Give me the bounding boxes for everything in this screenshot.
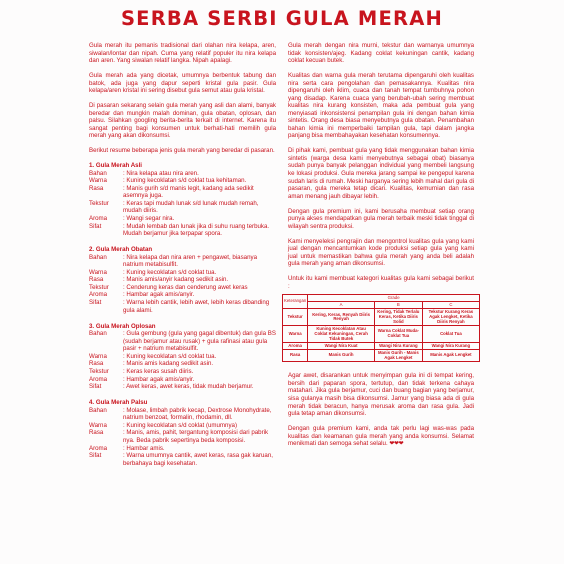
property-value: : Kuning kecoklatan s/d coklat tua.	[123, 268, 217, 276]
table-cell: Warna Coklat Muda-Coklat Tua	[374, 326, 422, 343]
table-row	[283, 350, 480, 362]
property-key: Tekstur	[89, 367, 109, 375]
property-key: Rasa	[89, 429, 104, 437]
property-key: Tekstur	[89, 199, 109, 207]
property-value: : Manis, amis, pahit, tergantung komposisi dari pabrik nya. Beda pabrik sepertinya beda komposisi.	[123, 429, 269, 444]
row-label: Aroma	[283, 343, 308, 350]
left-column	[89, 42, 276, 476]
intro-paragraph: Di pasaran sekarang selain gula merah yang asli dan alami, banyak beredar dan mungkin malah dominan, gula obatan, oplosan, dan palsu. Silahkan googling berita-berita terkait di internet. Karena itu sangat penting bagi konsumen untuk berhati-hati memilih gula merah yang akan dikonsumsi.	[89, 102, 276, 140]
table-cell: Manis Gurih	[308, 350, 375, 362]
body-paragraph: Di pihak kami, pembuat gula yang tidak menggunakan bahan kimia sintetis (warga desa kami menyebutnya sebagai obat) biasanya sudah punya banyak pelanggan individual yang membeli langsung ke lokasi produksi. Gula mereka jarang sampai ke pengepul karena sudah laris di rumah. Meski harganya sering lebih mahal dari gula di pasaran, gula mereka tetap dicari. Kualitas, kemurnian dan rasa aman menang jauh dibayar lebih.	[288, 147, 474, 200]
right-column	[284, 42, 474, 455]
heart-icon: ❤❤❤	[389, 440, 404, 448]
section-title: 1. Gula Merah Asli	[89, 162, 143, 170]
property-value: : Molase, limbah pabrik kecap, Dextrose Monohydrate, natrium benzoat, formalin, rhodamin, dll.	[123, 406, 272, 422]
property-value: : Hambar agak amis/anyir.	[123, 291, 195, 299]
property-value: : Mudah lembab dan lunak jika di suhu ruang terbuka. Mudah berjamur jika terpapar spora.	[123, 222, 270, 238]
body-paragraph: Untuk itu kami membuat kategori kualitas gula kami sebagai berikut :	[288, 275, 474, 290]
property-row	[89, 269, 276, 277]
property-row	[89, 177, 276, 185]
property-value: : Manis amis kadang sedikit asin.	[123, 360, 214, 368]
table-row	[283, 309, 480, 326]
sugar-type-section	[89, 246, 276, 314]
property-row	[89, 383, 276, 391]
property-row	[89, 284, 276, 292]
property-value: : Keras keras susah diiris.	[123, 367, 194, 375]
property-value: : Nira kelapa dan nira aren + pengawet, biasanya natrium metabisulfit.	[123, 253, 257, 269]
property-row	[89, 353, 276, 361]
sugar-type-section	[89, 162, 276, 237]
sugar-type-section	[89, 399, 276, 467]
property-row	[89, 360, 276, 368]
intro-paragraph: Berikut resume beberapa jenis gula merah yang beredar di pasaran.	[89, 147, 275, 155]
property-row	[89, 445, 276, 453]
table-cell: Wangi Nira Kurang	[422, 343, 479, 350]
grade-b-header: B	[374, 302, 422, 309]
closing-paragraph	[288, 425, 474, 448]
property-value: : Manis gurih s/d manis legit, kadang ada sedikit asemnya juga.	[123, 184, 254, 200]
property-key: Warna	[89, 177, 107, 185]
table-cell: Wangi Nira Kuat	[308, 343, 375, 350]
table-cell: Wangi Nira Kurang	[374, 343, 422, 350]
table-header-keterangan: Keterangan	[283, 295, 308, 309]
property-key: Warna	[89, 268, 107, 276]
row-label: Warna	[283, 326, 308, 343]
property-row	[89, 223, 276, 238]
table-row	[283, 343, 480, 350]
table-row	[283, 326, 480, 343]
property-row	[89, 215, 276, 223]
body-paragraph: Kualitas dan warna gula merah terutama dipengaruhi oleh kualitas nira serta cara pengolahan dan pemasakannya. Kualitas nira dipengaruhi oleh iklim, cuaca dan tanah tempat tumbuhnya pohon yang disadap. Karena cuaca yang berubah-ubah sering membuat kualitas nira kurang konsisten, maka ada pembuat gula yang menyiasati inkonsistensi penampilan gula ini dengan bahan kimia sintetis. Orang desa biasa menyebutnya gula obatan. Penambahan bahan kimia ini memperbaiki tampilan gula, tapi dalam jangka panjang bisa membahayakan kesehatan konsumennya.	[288, 72, 474, 140]
property-value: : Kuning kecoklatan s/d coklat tua kehitaman.	[123, 177, 247, 185]
grade-c-header: C	[422, 302, 479, 309]
property-key: Bahan	[89, 169, 107, 177]
property-row	[89, 429, 276, 444]
property-key: Warna	[89, 352, 107, 360]
body-paragraph: Kami menyeleksi pengrajin dan mengontrol kualitas gula yang kami jual dengan mencantumkan kode produksi setiap gula yang kami jual untuk memastikan bahwa gula merah yang anda beli adalah gula merah yang aman dikonsumsi.	[288, 237, 474, 268]
grade-table	[282, 294, 480, 362]
table-cell: Kering, Tidak Terlalu Keras, Ketika Diiris Solid	[374, 309, 422, 326]
table-cell: Kering, Keras, Renyah Diiris Renyah	[308, 309, 375, 326]
property-value: : Warna umumnya cantik, awet keras, rasa gak karuan, berbahaya bagi kesehatan.	[123, 452, 273, 467]
property-key: Aroma	[89, 291, 108, 299]
property-value: : Wangi segar nira.	[123, 214, 175, 222]
storage-paragraph: Agar awet, disarankan untuk menyimpan gula ini di tempat kering, bersih dari paparan spora, tertutup, dan tidak terkena cahaya matahari. Jika gula berjamur, cuci dan buang bagian yang berjamur, sisa gulanya masih bisa dikonsumsi. Jamur yang biasa ada di gula merah tidak beracun, hanya merusak aroma dan rasa gula. Jadi gula tetap aman dikonsumsi.	[288, 372, 474, 418]
property-row	[89, 185, 276, 200]
body-paragraph: Gula merah dengan nira murni, tekstur dan warnanya umumnya tidak konsisten/ajeg. Kadang coklat kekuningan cantik, kadang coklat kecuan butek.	[288, 42, 474, 65]
section-title: 4. Gula Merah Palsu	[89, 399, 148, 407]
property-row	[89, 368, 276, 376]
property-row	[89, 291, 276, 299]
property-key: Bahan	[89, 253, 107, 261]
property-key: Rasa	[89, 276, 104, 284]
property-row	[89, 407, 276, 422]
property-key: Bahan	[89, 406, 107, 414]
property-row	[89, 200, 276, 215]
property-row	[89, 376, 276, 384]
table-cell: Tekstur Kurang Keras Agak Lengket, Ketika Diiris Renyah	[422, 309, 479, 326]
property-key: Tekstur	[89, 283, 109, 291]
sugar-type-section	[89, 323, 276, 391]
property-value: : Cenderung keras dan cenderung awet keras	[123, 283, 248, 291]
property-key: Aroma	[89, 214, 108, 222]
property-row	[89, 299, 276, 314]
property-row	[89, 170, 276, 178]
property-value: : Awet keras, awet keras, tidak mudah berjamur.	[123, 383, 254, 391]
grade-table-body	[283, 309, 480, 362]
property-key: Aroma	[89, 444, 108, 452]
grade-a-header: A	[308, 302, 375, 309]
body-paragraph: Dengan gula premium ini, kami berusaha membuat setiap orang punya akses mendapatkan gula merah terbaik meski tidak tinggal di wilayah sentra produksi.	[288, 207, 474, 230]
property-row	[89, 254, 276, 269]
property-value: : Hambar amis.	[123, 444, 165, 452]
property-row	[89, 422, 276, 430]
property-key: Sifat	[89, 222, 102, 230]
property-value: : Nira kelapa atau nira aren.	[123, 169, 199, 177]
property-row	[89, 452, 276, 467]
property-value: : Keras tapi mudah lunak s/d lunak mudah remah, mudah diiris.	[123, 199, 259, 215]
property-key: Bahan	[89, 330, 107, 338]
page-title: SERBA SERBI GULA MERAH	[120, 7, 444, 30]
closing-text: Dengan gula premium kami, anda tak perlu lagi was-was pada kualitas dan keamanan gula merah yang anda konsumsi. Selamat menikmati dan semoga sehat selalu.	[288, 425, 474, 448]
section-title: 3. Gula Merah Oplosan	[89, 322, 156, 330]
property-key: Sifat	[89, 299, 102, 307]
table-cell: Manis Gurih - Manis Agak Lengket	[374, 350, 422, 362]
property-row	[89, 276, 276, 284]
table-cell: Manis Agak Lengket	[422, 350, 479, 362]
property-row	[89, 330, 276, 353]
property-value: : Warna lebih cantik, lebih awet, lebih keras dibanding gula alami.	[123, 299, 270, 314]
row-label: Tekstur	[283, 309, 308, 326]
intro-paragraph: Gula merah itu pemanis tradisional dari olahan nira kelapa, aren, siwalan/lontar dan nipah. Cuma yang relatif populer itu nira kelapa dan aren. Yang siwalan relatif langka. Nipah apalagi.	[89, 42, 276, 65]
section-title: 2. Gula Merah Obatan	[89, 246, 153, 254]
table-cell: Coklat Tua	[422, 326, 479, 343]
intro-paragraph: Gula merah ada yang dicetak, umumnya berbentuk tabung dan batok, ada juga yang dapur seperti kristal gula pasir. Gula kelapa/aren kristal ini sering disebut gula semut atau gula kristal.	[89, 72, 276, 95]
table-cell: Kuning Kecoklatan Atau Coklat Kekuningan, Cerah Tidak Butek	[308, 326, 375, 343]
property-key: Warna	[89, 421, 107, 429]
row-label: Rasa	[283, 350, 308, 362]
property-value: : Kuning kecoklatan s/d coklat tua.	[123, 352, 217, 360]
property-key: Sifat	[89, 452, 102, 460]
property-value: : Hambar agak amis/anyir.	[123, 375, 195, 383]
property-value: : Kuning kecoklatan s/d coklat (umumnya)	[123, 421, 237, 429]
sugar-types-list	[89, 162, 276, 467]
table-header-grade: Grade	[308, 295, 480, 302]
property-value: : Gula gembung (gula yang gagal dibentuk) dan gula BS (sudah berjamur atau rusak) + gula rafinasi atau gula pasir + natrium metabisulfit.	[123, 330, 276, 353]
property-key: Aroma	[89, 375, 108, 383]
property-value: : Manis amis/anyir kadang sedikit asin.	[123, 276, 229, 284]
property-key: Rasa	[89, 360, 104, 368]
property-key: Sifat	[89, 383, 102, 391]
property-key: Rasa	[89, 184, 104, 192]
